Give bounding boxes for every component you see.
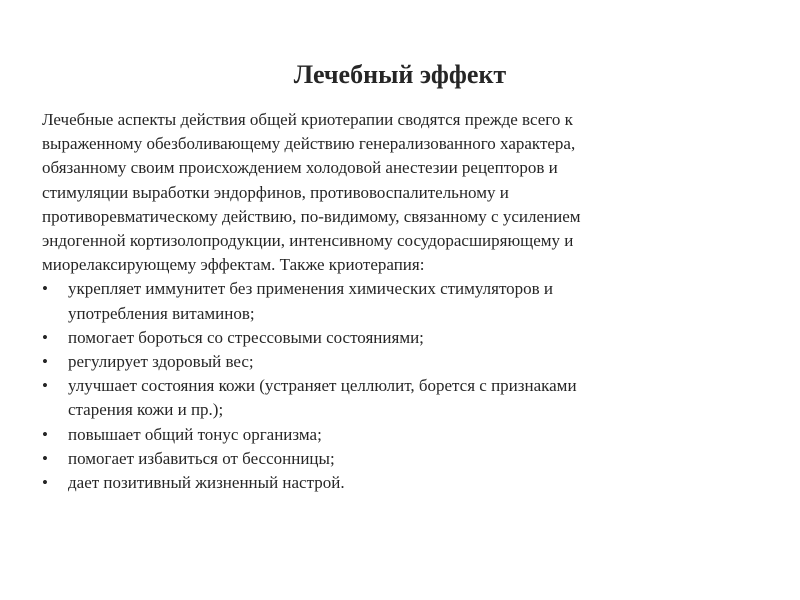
- bullet-item-skin: [42, 374, 762, 422]
- bullet-line: помогает избавиться от бессонницы;: [68, 448, 335, 468]
- bullet-item-insomnia: [42, 447, 762, 471]
- bullet-icon: •: [42, 473, 48, 493]
- bullet-icon: •: [42, 352, 48, 372]
- bullet-icon: •: [42, 279, 48, 299]
- intro-line: эндогенной кортизолопродукции, интенсивному сосудорасширяющему и: [42, 231, 574, 251]
- bullet-line: укрепляет иммунитет без применения химических стимуляторов и: [68, 279, 554, 299]
- bullet-line: старения кожи и пр.);: [68, 400, 224, 420]
- bullet-list: [42, 277, 762, 495]
- bullet-line: помогает бороться со стрессовыми состояниями;: [68, 327, 424, 347]
- bullet-line: регулирует здоровый вес;: [68, 352, 254, 372]
- bullet-line: употребления витаминов;: [68, 303, 255, 323]
- intro-line: миорелаксирующему эффектам. Также криотерапия:: [42, 255, 425, 275]
- bullet-icon: •: [42, 376, 48, 396]
- intro-line: Лечебные аспекты действия общей криотерапии сводятся прежде всего к: [42, 110, 573, 129]
- bullet-item-stress: [42, 326, 762, 350]
- bullet-line: улучшает состояния кожи (устраняет целлюлит, борется с признаками: [68, 376, 577, 396]
- bullet-item-mood: [42, 471, 762, 495]
- slide-body: [42, 108, 762, 495]
- bullet-item-weight: [42, 350, 762, 374]
- intro-paragraph: [42, 108, 762, 277]
- bullet-icon: •: [42, 327, 48, 347]
- intro-line: стимуляции выработки эндорфинов, противовоспалительному и: [42, 182, 509, 202]
- bullet-icon: •: [42, 424, 48, 444]
- slide-title: Лечебный эффект: [293, 60, 507, 89]
- intro-line: противоревматическому действию, по-видимому, связанному с усилением: [42, 206, 581, 226]
- bullet-icon: •: [42, 448, 48, 468]
- bullet-item-tonus: [42, 423, 762, 447]
- bullet-line: дает позитивный жизненный настрой.: [68, 473, 345, 493]
- intro-line: выраженному обезболивающему действию генерализованного характера,: [42, 134, 576, 154]
- bullet-line: повышает общий тонус организма;: [68, 424, 322, 444]
- intro-line: обязанному своим происхождением холодовой анестезии рецепторов и: [42, 158, 558, 178]
- bullet-item-immunity: [42, 277, 762, 325]
